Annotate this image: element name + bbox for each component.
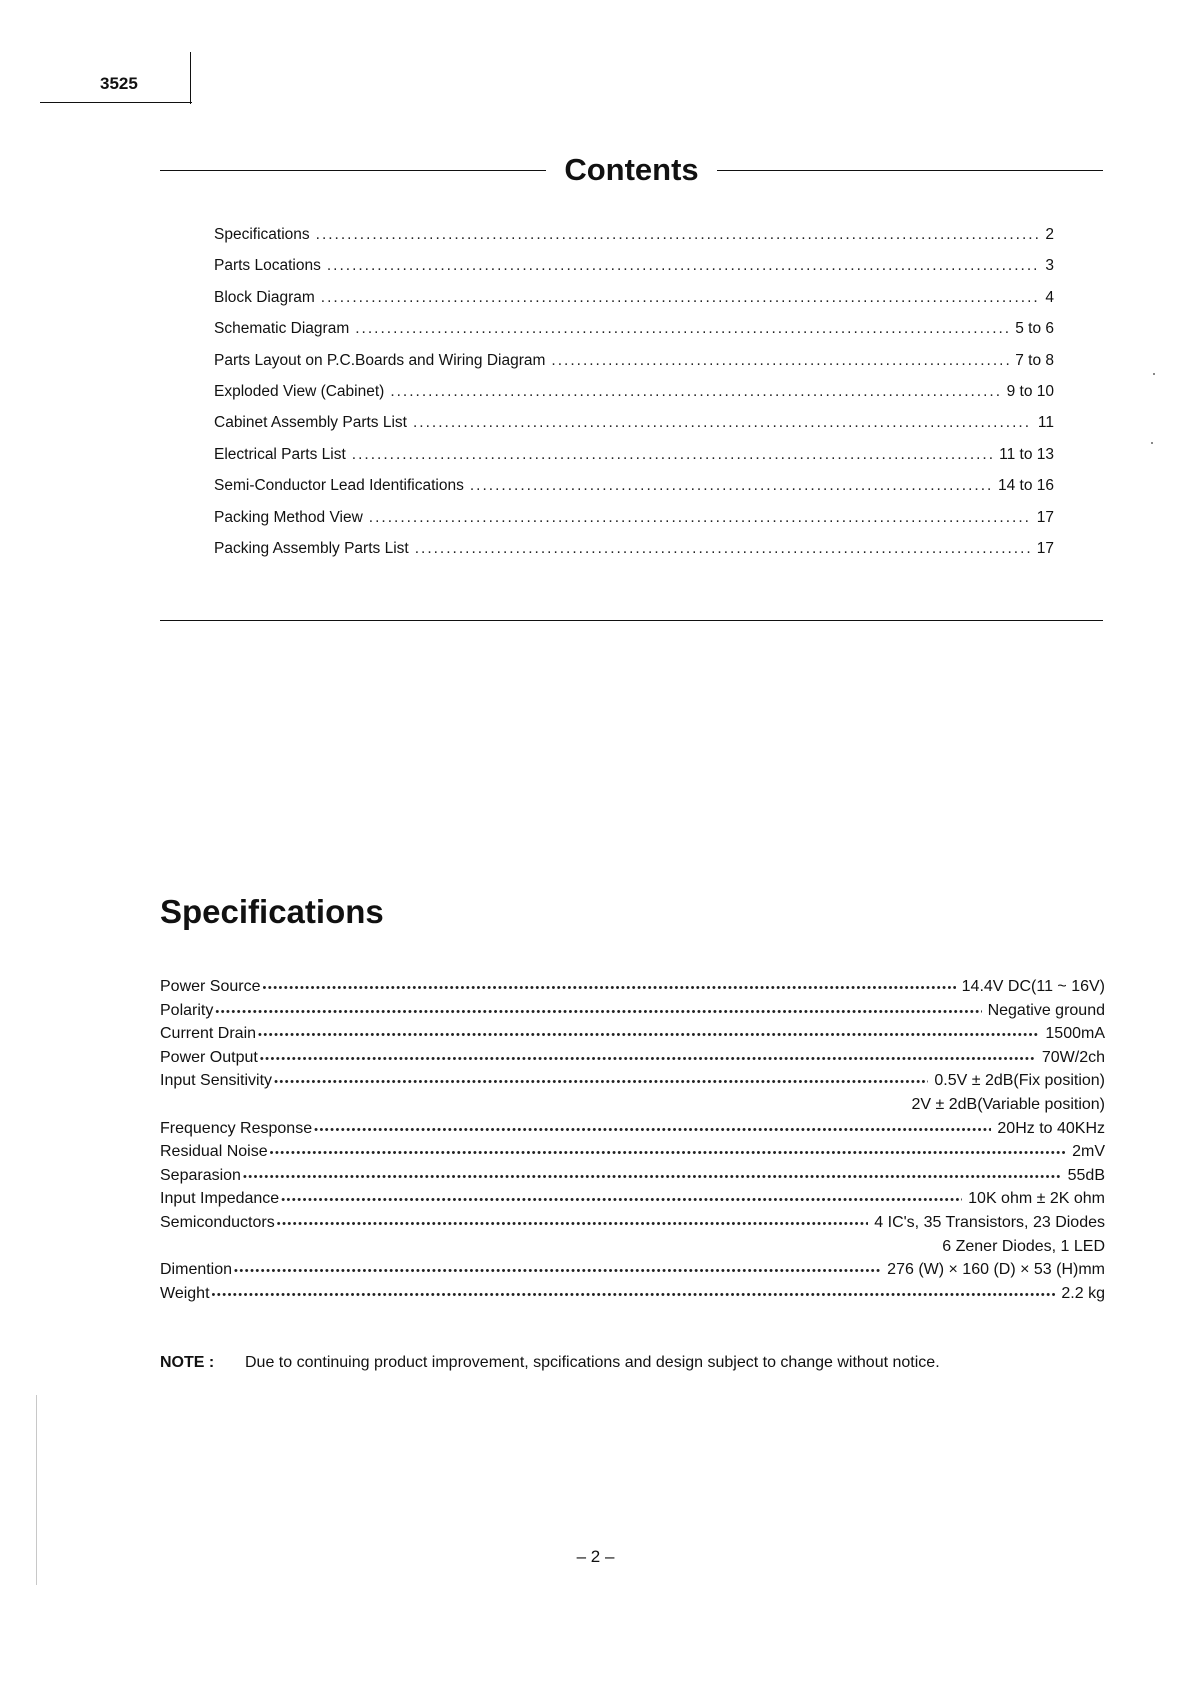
spec-label: Residual Noise: [160, 1143, 268, 1161]
toc-item-page: 9 to 10: [1006, 382, 1054, 400]
toc-item-label: Specifications: [214, 226, 310, 243]
toc-item-page: 5 to 6: [1015, 320, 1054, 338]
spec-value: 2V ± 2dB(Variable position): [911, 1095, 1105, 1113]
spec-row: [160, 1049, 1105, 1073]
spec-label: Weight: [160, 1284, 210, 1302]
note-text: Due to continuing product improvement, spcifications and design subject to change without notice.: [245, 1354, 940, 1371]
spec-label: Power Source: [160, 978, 261, 995]
spec-row-continuation: [160, 1096, 1105, 1120]
specifications-title: Specifications: [160, 893, 384, 930]
toc-item-label: Cabinet Assembly Parts List: [214, 414, 407, 432]
scan-margin-line: [36, 1395, 37, 1585]
contents-title: Contents: [564, 152, 699, 187]
model-number-box: [40, 52, 192, 106]
spec-leader: [281, 1194, 962, 1206]
toc-leader: [470, 477, 992, 495]
spec-row-continuation: [160, 1238, 1105, 1262]
spec-leader: [215, 1006, 981, 1018]
spec-row: [160, 1120, 1105, 1144]
spec-row: [160, 1167, 1105, 1191]
toc-item-label: Packing Assembly Parts List: [214, 539, 409, 557]
page-number: – 2 –: [576, 1547, 615, 1566]
spec-row: [160, 1002, 1105, 1026]
specifications-list: [160, 978, 1105, 1308]
model-number: 3525: [100, 74, 138, 93]
model-box-side-line: [190, 52, 191, 104]
spec-value: 1500mA: [1045, 1025, 1105, 1043]
spec-value: Negative ground: [987, 1001, 1105, 1019]
toc-item[interactable]: [214, 383, 1054, 414]
toc-leader: [355, 320, 1009, 338]
spec-leader: [212, 1289, 1056, 1301]
scan-dot: [1151, 442, 1153, 444]
spec-label: Polarity: [160, 1001, 214, 1019]
toc-leader: [321, 289, 1040, 307]
toc-item-page: 14 to 16: [997, 477, 1054, 495]
spec-value: 0.5V ± 2dB(Fix position): [934, 1072, 1105, 1090]
toc-leader: [551, 352, 1009, 370]
spec-row: [160, 1072, 1105, 1096]
spec-value: 70W/2ch: [1041, 1048, 1105, 1066]
spec-row: [160, 1143, 1105, 1167]
spec-label: Semiconductors: [160, 1213, 275, 1231]
toc-item-page: 4: [1045, 288, 1054, 306]
spec-leader: [258, 1029, 1039, 1041]
toc-item[interactable]: [214, 320, 1054, 351]
spec-row: [160, 1190, 1105, 1214]
spec-value: 14.4V DC(11 ~ 16V): [961, 978, 1105, 995]
toc-item-label: Block Diagram: [214, 288, 315, 306]
toc-item-page: 17: [1036, 508, 1054, 526]
spec-row: [160, 978, 1105, 1002]
spec-label: Frequency Response: [160, 1119, 313, 1137]
toc-item-label: Electrical Parts List: [214, 445, 346, 463]
toc-item[interactable]: [214, 226, 1054, 257]
note-label: NOTE :: [160, 1354, 215, 1371]
toc-leader: [390, 383, 1000, 401]
spec-leader: [277, 1218, 869, 1230]
note: [160, 1354, 940, 1372]
toc-item[interactable]: [214, 446, 1054, 477]
toc-leader: [413, 414, 1032, 432]
toc-item-label: Parts Layout on P.C.Boards and Wiring Diagram: [214, 351, 546, 369]
spec-value: 4 IC's, 35 Transistors, 23 Diodes: [874, 1213, 1105, 1231]
toc-item-page: 11: [1037, 414, 1054, 432]
spec-leader: [314, 1124, 991, 1136]
toc-item[interactable]: [214, 257, 1054, 288]
toc-item[interactable]: [214, 477, 1054, 508]
toc-item-label: Parts Locations: [214, 257, 321, 275]
spec-value: 2.2 kg: [1061, 1284, 1105, 1302]
spec-value: 2mV: [1072, 1143, 1105, 1161]
toc-item-page: 11 to 13: [999, 445, 1054, 463]
toc-leader: [352, 446, 993, 464]
spec-row: [160, 1214, 1105, 1238]
spec-leader: [243, 1171, 1062, 1183]
spec-label: Input Sensitivity: [160, 1072, 273, 1090]
model-box-bottom-line: [40, 102, 192, 103]
toc-item-label: Packing Method View: [214, 508, 363, 526]
section-divider: [160, 620, 1103, 621]
toc-item-page: 3: [1045, 257, 1054, 275]
spec-label: Power Output: [160, 1048, 258, 1066]
toc-leader: [415, 540, 1031, 558]
spec-leader: [260, 1053, 1036, 1065]
spec-leader: [234, 1265, 881, 1277]
spec-value: 20Hz to 40KHz: [997, 1119, 1105, 1137]
spec-label: Input Impedance: [160, 1190, 280, 1208]
toc-item-page: 7 to 8: [1015, 351, 1054, 369]
toc-leader: [316, 226, 1040, 244]
toc-item-label: Exploded View (Cabinet): [214, 382, 385, 400]
toc-leader: [327, 257, 1040, 275]
heading-rule-left: [160, 170, 546, 171]
toc-item[interactable]: [214, 289, 1054, 320]
spec-value: 55dB: [1067, 1166, 1105, 1184]
toc-item-label: Semi-Conductor Lead Identifications: [214, 477, 464, 495]
spec-label: Dimention: [160, 1261, 233, 1279]
spec-row: [160, 1261, 1105, 1285]
spec-value: 6 Zener Diodes, 1 LED: [942, 1237, 1105, 1255]
spec-leader: [263, 982, 956, 994]
toc-item-page: 17: [1036, 539, 1054, 557]
spec-value: 276 (W) × 160 (D) × 53 (H)mm: [887, 1261, 1105, 1279]
toc-leader: [369, 509, 1031, 527]
scan-dot: [1153, 373, 1155, 375]
toc-item-label: Schematic Diagram: [214, 320, 350, 338]
toc-item[interactable]: [214, 414, 1054, 445]
spec-row: [160, 1025, 1105, 1049]
contents-heading: [160, 150, 1103, 190]
toc-item-page: 2: [1045, 226, 1054, 243]
toc-item[interactable]: [214, 509, 1054, 540]
spec-leader: [274, 1076, 928, 1088]
heading-rule-right: [717, 170, 1103, 171]
toc-item[interactable]: [214, 352, 1054, 383]
table-of-contents: [214, 226, 1054, 571]
spec-label: Separasion: [160, 1166, 241, 1184]
spec-row: [160, 1285, 1105, 1309]
toc-item[interactable]: [214, 540, 1054, 571]
spec-leader: [270, 1147, 1066, 1159]
spec-value: 10K ohm ± 2K ohm: [968, 1190, 1105, 1208]
spec-label: Current Drain: [160, 1025, 257, 1043]
